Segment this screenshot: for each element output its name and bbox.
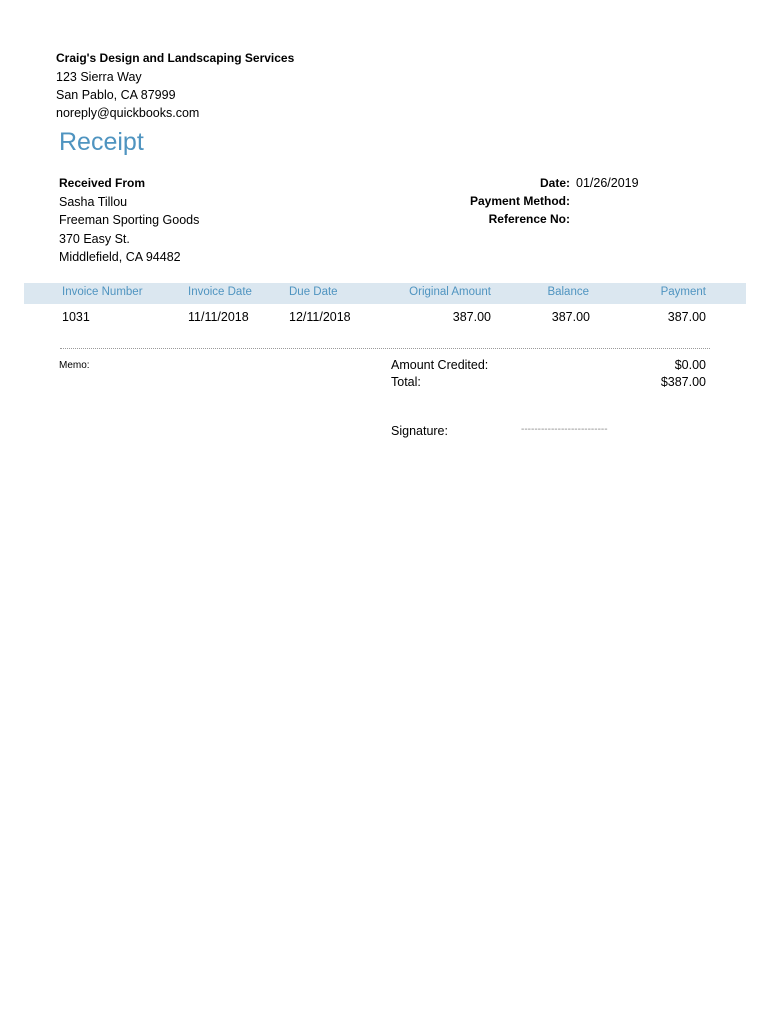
column-header-invoice-number: Invoice Number — [62, 286, 143, 298]
amount-credited-value: $0.00 — [674, 358, 706, 372]
column-header-due-date: Due Date — [289, 286, 338, 298]
memo-label: Memo: — [59, 360, 90, 371]
company-address-line1: 123 Sierra Way — [56, 70, 142, 84]
row-invoice-date: 11/11/2018 — [188, 310, 249, 324]
received-from-heading: Received From — [59, 176, 146, 190]
customer-city-state-zip: Middlefield, CA 94482 — [59, 250, 181, 264]
company-email: noreply@quickbooks.com — [56, 106, 200, 120]
reference-number-label: Reference No: — [488, 212, 570, 226]
payment-method-label: Payment Method: — [469, 194, 570, 208]
company-address-line2: San Pablo, CA 87999 — [56, 88, 176, 102]
table-divider — [60, 348, 710, 349]
customer-company: Freeman Sporting Goods — [59, 213, 200, 227]
row-original-amount: 387.00 — [452, 310, 491, 324]
row-invoice-number: 1031 — [62, 310, 90, 324]
row-payment: 387.00 — [667, 310, 706, 324]
page-title: Receipt — [59, 128, 144, 156]
date-label: Date: — [539, 176, 570, 190]
signature-line: -------------------------- — [521, 424, 608, 435]
column-header-balance: Balance — [547, 286, 589, 298]
row-balance: 387.00 — [551, 310, 590, 324]
row-due-date: 12/11/2018 — [289, 310, 351, 324]
total-label: Total: — [391, 375, 421, 389]
total-value: $387.00 — [660, 375, 706, 389]
signature-label: Signature: — [391, 424, 448, 438]
column-header-original-amount: Original Amount — [409, 286, 491, 298]
amount-credited-label: Amount Credited: — [391, 358, 489, 372]
customer-name: Sasha Tillou — [59, 195, 128, 209]
column-header-invoice-date: Invoice Date — [188, 286, 252, 298]
column-header-payment: Payment — [660, 286, 706, 298]
date-value: 01/26/2019 — [576, 176, 639, 190]
company-name: Craig's Design and Landscaping Services — [56, 51, 295, 65]
customer-street: 370 Easy St. — [59, 232, 130, 246]
